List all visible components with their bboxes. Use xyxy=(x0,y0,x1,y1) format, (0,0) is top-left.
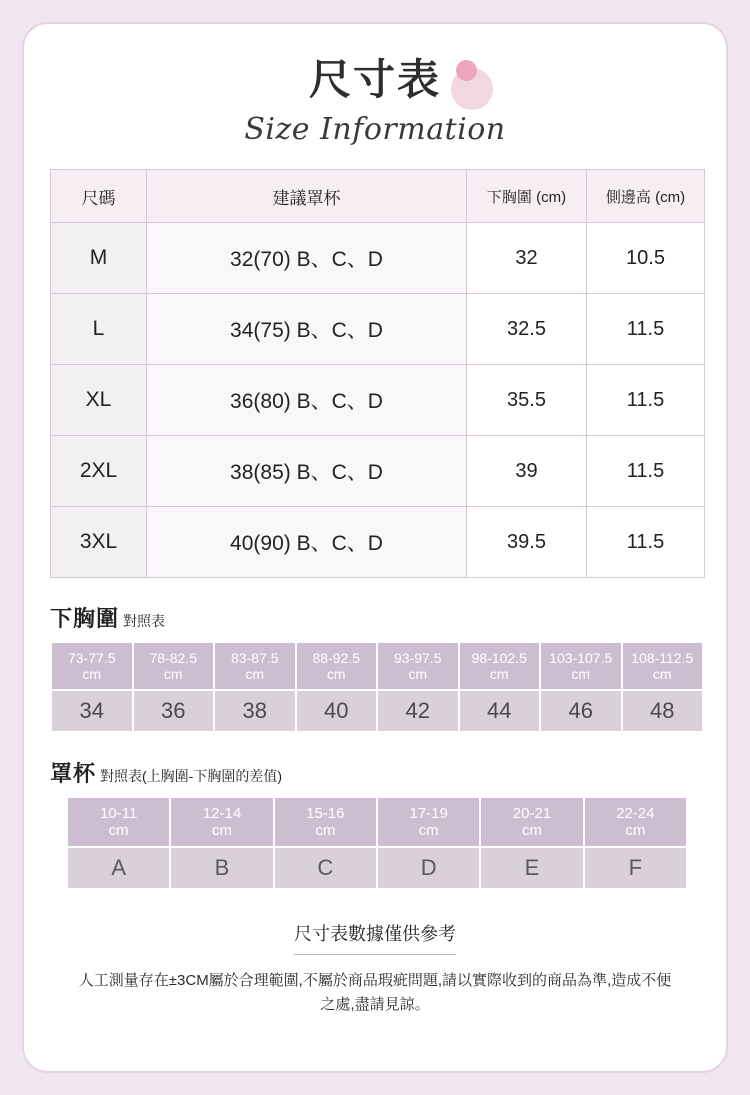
page-title xyxy=(308,55,441,104)
cell-cup: 34(75) B、C、D xyxy=(147,294,467,365)
cell-underbust: 39 xyxy=(467,436,587,507)
cell-cup: 38(85) B、C、D xyxy=(147,436,467,507)
underbust-value-cell: 36 xyxy=(133,690,215,732)
footer-note-line2: 之處,盡請見諒。 xyxy=(320,996,430,1014)
underbust-value-cell: 38 xyxy=(214,690,296,732)
card-content xyxy=(24,24,726,1017)
cup-range-cell: 17-19 cm xyxy=(377,797,480,847)
cup-range-row xyxy=(67,797,687,847)
cup-range-cell: 10-11 cm xyxy=(67,797,170,847)
cell-size: 2XL xyxy=(51,436,147,507)
underbust-range-cell: 98-102.5 cm xyxy=(459,642,541,690)
underbust-range-cell: 78-82.5 cm xyxy=(133,642,215,690)
cup-value-cell: C xyxy=(274,847,377,889)
underbust-heading-main: 下胸圍 xyxy=(50,607,120,633)
underbust-value-cell: 40 xyxy=(296,690,378,732)
cup-value-cell: E xyxy=(480,847,583,889)
cell-underbust: 32 xyxy=(467,223,587,294)
underbust-range-cell: 73-77.5 cm xyxy=(51,642,133,690)
cell-side-height: 11.5 xyxy=(587,365,705,436)
underbust-value-row xyxy=(51,690,703,732)
table-row xyxy=(51,507,705,578)
underbust-range-cell: 83-87.5 cm xyxy=(214,642,296,690)
title-block xyxy=(50,55,700,148)
table-row xyxy=(51,223,705,294)
cell-underbust: 35.5 xyxy=(467,365,587,436)
cup-range-cell: 20-21 cm xyxy=(480,797,583,847)
cup-section-heading xyxy=(50,757,700,788)
cell-underbust: 32.5 xyxy=(467,294,587,365)
cup-value-cell: F xyxy=(584,847,687,889)
cup-heading-sub: 對照表(上胸圍-下胸圍的差值) xyxy=(100,768,283,785)
underbust-range-cell: 93-97.5 cm xyxy=(377,642,459,690)
cup-value-cell: D xyxy=(377,847,480,889)
page-title-text: 尺寸表 xyxy=(308,55,441,104)
underbust-value-cell: 34 xyxy=(51,690,133,732)
cup-range-cell: 22-24 cm xyxy=(584,797,687,847)
table-row xyxy=(51,365,705,436)
underbust-value-cell: 46 xyxy=(540,690,622,732)
cup-value-cell: B xyxy=(170,847,273,889)
header-size: 尺碼 xyxy=(51,170,147,223)
underbust-range-cell: 103-107.5 cm xyxy=(540,642,622,690)
page-subtitle: Size Information xyxy=(244,112,506,148)
underbust-section-heading xyxy=(50,602,700,633)
cell-cup: 32(70) B、C、D xyxy=(147,223,467,294)
footer-block xyxy=(50,920,700,1017)
underbust-value-cell: 44 xyxy=(459,690,541,732)
underbust-range-cell: 88-92.5 cm xyxy=(296,642,378,690)
footer-note-line1: 人工測量存在±3CM屬於合理範圍,不屬於商品瑕疵問題,請以實際收到的商品為準,造成不便 xyxy=(78,972,672,990)
header-side-height: 側邊高 (cm) xyxy=(587,170,705,223)
table-row xyxy=(51,294,705,365)
underbust-heading-sub: 對照表 xyxy=(123,613,166,630)
cell-side-height: 11.5 xyxy=(587,507,705,578)
size-chart-card xyxy=(22,22,728,1073)
cell-cup: 36(80) B、C、D xyxy=(147,365,467,436)
header-cup: 建議罩杯 xyxy=(147,170,467,223)
cup-range-cell: 15-16 cm xyxy=(274,797,377,847)
cell-size: 3XL xyxy=(51,507,147,578)
underbust-value-cell: 42 xyxy=(377,690,459,732)
footer-title: 尺寸表數據僅供參考 xyxy=(294,920,456,955)
cell-underbust: 39.5 xyxy=(467,507,587,578)
size-table xyxy=(50,169,705,578)
cell-side-height: 11.5 xyxy=(587,436,705,507)
size-table-header-row xyxy=(51,170,705,223)
cup-reference-table xyxy=(66,796,688,890)
cup-value-row xyxy=(67,847,687,889)
cup-value-cell: A xyxy=(67,847,170,889)
underbust-reference-table xyxy=(50,641,704,733)
cell-size: L xyxy=(51,294,147,365)
cell-side-height: 11.5 xyxy=(587,294,705,365)
header-underbust: 下胸圍 (cm) xyxy=(467,170,587,223)
underbust-value-cell: 48 xyxy=(622,690,704,732)
underbust-range-row xyxy=(51,642,703,690)
cell-size: XL xyxy=(51,365,147,436)
cell-size: M xyxy=(51,223,147,294)
underbust-range-cell: 108-112.5 cm xyxy=(622,642,704,690)
cup-heading-main: 罩杯 xyxy=(50,762,97,788)
decorative-dot-small-icon xyxy=(456,60,477,81)
table-row xyxy=(51,436,705,507)
cell-cup: 40(90) B、C、D xyxy=(147,507,467,578)
cup-range-cell: 12-14 cm xyxy=(170,797,273,847)
cell-side-height: 10.5 xyxy=(587,223,705,294)
footer-note xyxy=(50,969,700,1017)
